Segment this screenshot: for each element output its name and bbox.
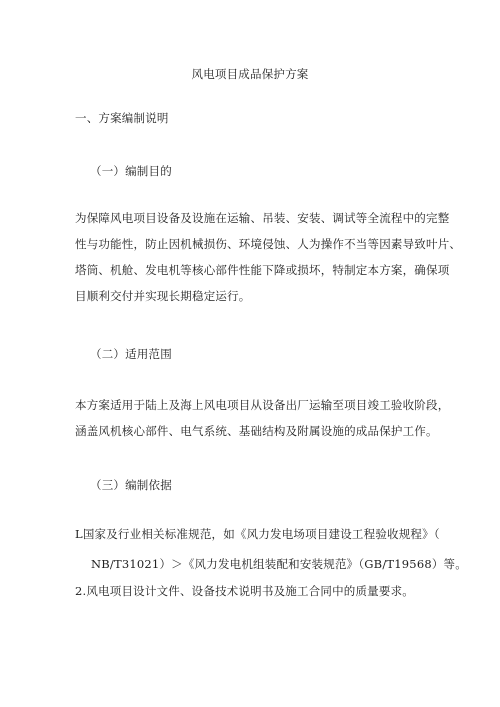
paragraph-line: 涵盖风机核心部件、电气系统、基础结构及附属设施的成品保护工作。: [75, 424, 438, 438]
paragraph-line: 为保障风电项目设备及设施在运输、吊装、安装、调试等全流程中的完整: [75, 211, 450, 225]
paragraph-line: 塔筒、机舱、发电机等核心部件性能下降或损坏，特制定本方案，确保项: [75, 263, 450, 277]
paragraph-line: 目顺利交付并实现长期稳定运行。: [75, 289, 251, 303]
subsection-heading-scope: （二）适用范围: [90, 347, 172, 361]
document-title: 风电项目成品保护方案: [191, 67, 309, 81]
paragraph-line: NB/T31021）＞《风力发电机组装配和安装规范》（GB/T19568）等。: [91, 557, 467, 571]
paragraph-line: 2.风电项目设计文件、设备技术说明书及施工合同中的质量要求。: [75, 584, 414, 598]
subsection-heading-basis: （三）编制依据: [90, 478, 172, 492]
paragraph-line: L国家及行业相关标准规范，如《风力发电场项目建设工程验收规程》（: [75, 527, 440, 541]
section-heading-1: 一、方案编制说明: [75, 111, 169, 125]
paragraph-line: 本方案适用于陆上及海上风电项目从设备出厂运输至项目竣工验收阶段，: [75, 398, 450, 412]
subsection-heading-purpose: （一）编制目的: [90, 164, 172, 178]
paragraph-line: 性与功能性，防止因机械损伤、环境侵蚀、人为操作不当等因素导致叶片、: [75, 237, 462, 251]
